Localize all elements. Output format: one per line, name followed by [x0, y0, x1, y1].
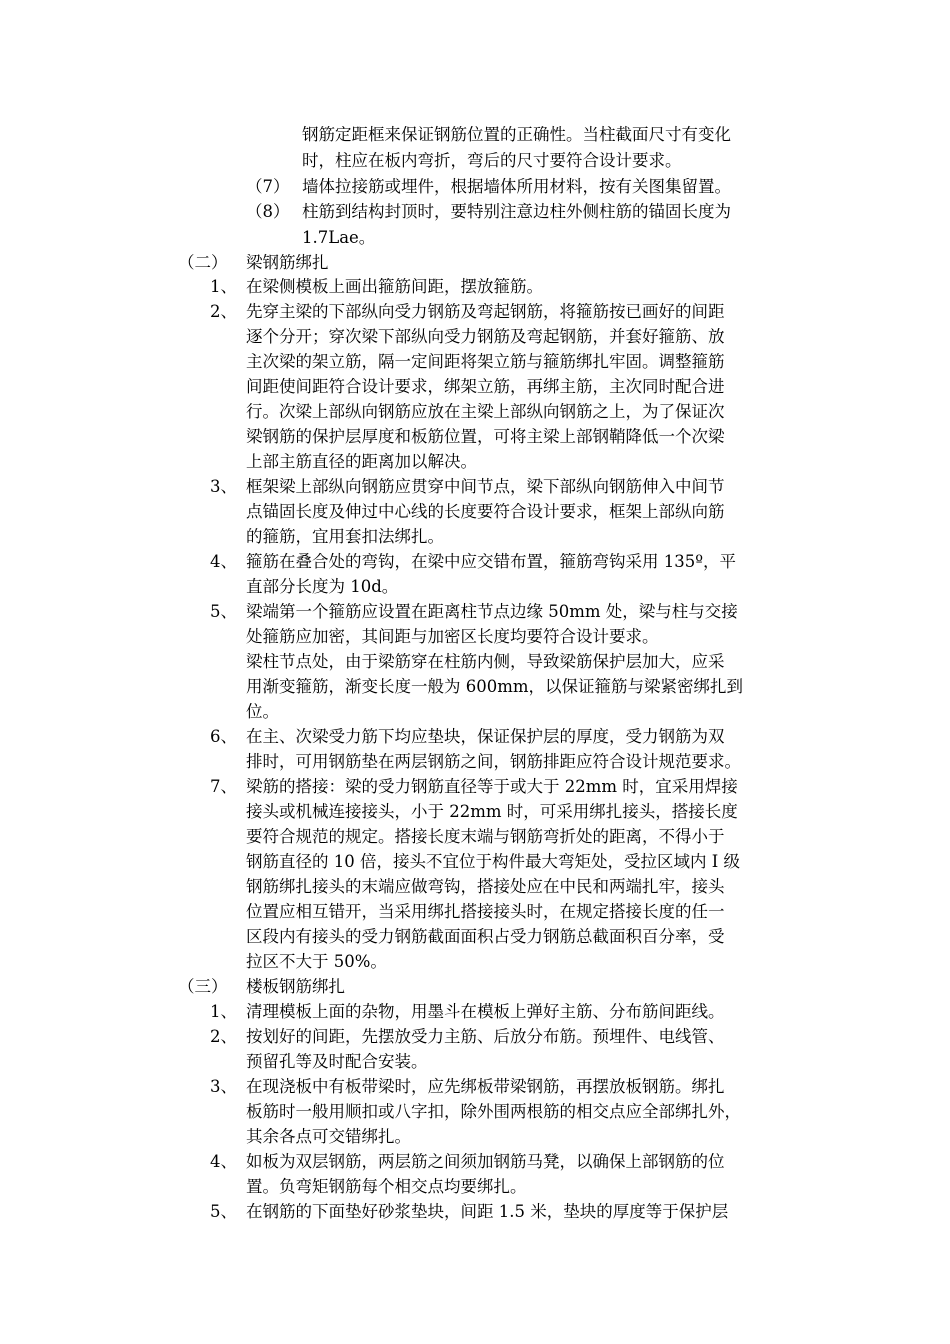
- paragraph-line: 要符合规范的规定。搭接长度末端与钢筋弯折处的距离，不得小于: [246, 827, 725, 846]
- paragraph-line: 上部主筋直径的距离加以解决。: [246, 452, 477, 471]
- item-number: 2、: [210, 302, 237, 321]
- item-number: 2、: [210, 1027, 237, 1046]
- paragraph-line: 如板为双层钢筋，两层筋之间须加钢筋马凳，以确保上部钢筋的位: [246, 1152, 725, 1171]
- paragraph-line: 墙体拉接筋或埋件，根据墙体所用材料，按有关图集留置。: [302, 177, 731, 196]
- paragraph-line: 点锚固长度及伸过中心线的长度要符合设计要求，框架上部纵向筋: [246, 502, 725, 521]
- item-number: （8）: [246, 202, 290, 221]
- item-number: 5、: [210, 1202, 237, 1221]
- paragraph-line: 排时，可用钢筋垫在两层钢筋之间，钢筋排距应符合设计规范要求。: [246, 752, 741, 771]
- section-number: （二）: [178, 253, 228, 272]
- item-number: 3、: [210, 1077, 237, 1096]
- item-number: 3、: [210, 477, 237, 496]
- paragraph-line: 间距使间距符合设计要求，绑架立筋，再绑主筋，主次同时配合进: [246, 377, 725, 396]
- item-number: 1、: [210, 1002, 237, 1021]
- paragraph-line: 用渐变箍筋，渐变长度一般为 600mm，以保证箍筋与梁紧密绑扎到: [246, 677, 744, 696]
- paragraph-line: 在梁侧模板上画出箍筋间距，摆放箍筋。: [246, 277, 543, 296]
- paragraph-line: 的箍筋，宜用套扣法绑扎。: [246, 527, 444, 546]
- paragraph-line: 接头或机械连接接头，小于 22mm 时，可采用绑扎接头，搭接长度: [246, 802, 738, 821]
- item-number: （7）: [246, 177, 290, 196]
- item-number: 4、: [210, 1152, 237, 1171]
- paragraph-line: 钢筋直径的 10 倍，接头不宜位于构件最大弯矩处，受拉区域内 I 级: [246, 852, 740, 871]
- paragraph-line: 梁钢筋的保护层厚度和板筋位置，可将主梁上部钢鞘降低一个次梁: [246, 427, 725, 446]
- item-number: 7、: [210, 777, 237, 796]
- paragraph-line: 梁筋的搭接：梁的受力钢筋直径等于或大于 22mm 时，宜采用焊接: [246, 777, 738, 796]
- section-title: 楼板钢筋绑扎: [246, 977, 345, 996]
- paragraph-line: 钢筋定距框来保证钢筋位置的正确性。当柱截面尺寸有变化: [302, 125, 731, 144]
- paragraph-line: 区段内有接头的受力钢筋截面面积占受力钢筋总截面积百分率，受: [246, 927, 725, 946]
- paragraph-line: 置。负弯矩钢筋每个相交点均要绑扎。: [246, 1177, 527, 1196]
- paragraph-line: 钢筋绑扎接头的末端应做弯钩，搭接处应在中民和两端扎牢，接头: [246, 877, 725, 896]
- paragraph-line: 位置应相互错开，当采用绑扎搭接接头时，在规定搭接长度的任一: [246, 902, 725, 921]
- paragraph-line: 1.7Lae。: [302, 228, 376, 247]
- paragraph-line: 主次梁的架立筋，隔一定间距将架立筋与箍筋绑扎牢固。调整箍筋: [246, 352, 725, 371]
- paragraph-line: 逐个分开；穿次梁下部纵向受力钢筋及弯起钢筋，并套好箍筋、放: [246, 327, 725, 346]
- section-number: （三）: [178, 977, 228, 996]
- paragraph-line: 行。次梁上部纵向钢筋应放在主梁上部纵向钢筋之上，为了保证次: [246, 402, 725, 421]
- item-number: 5、: [210, 602, 237, 621]
- paragraph-line: 预留孔等及时配合安装。: [246, 1052, 428, 1071]
- section-title: 梁钢筋绑扎: [246, 253, 329, 272]
- paragraph-line: 按划好的间距，先摆放受力主筋、后放分布筋。预埋件、电线管、: [246, 1027, 725, 1046]
- paragraph-line: 拉区不大于 50%。: [246, 952, 387, 971]
- item-number: 1、: [210, 277, 237, 296]
- paragraph-line: 框架梁上部纵向钢筋应贯穿中间节点，梁下部纵向钢筋伸入中间节: [246, 477, 725, 496]
- paragraph-line: 先穿主梁的下部纵向受力钢筋及弯起钢筋，将箍筋按已画好的间距: [246, 302, 725, 321]
- paragraph-line: 位。: [246, 702, 279, 721]
- paragraph-line: 箍筋在叠合处的弯钩，在梁中应交错布置，箍筋弯钩采用 135º，平: [246, 552, 736, 571]
- item-number: 6、: [210, 727, 237, 746]
- paragraph-line: 在钢筋的下面垫好砂浆垫块，间距 1.5 米，垫块的厚度等于保护层: [246, 1202, 729, 1221]
- paragraph-line: 处箍筋应加密，其间距与加密区长度均要符合设计要求。: [246, 627, 659, 646]
- paragraph-line: 其余各点可交错绑扎。: [246, 1127, 411, 1146]
- paragraph-line: 柱筋到结构封顶时，要特别注意边柱外侧柱筋的锚固长度为: [302, 202, 731, 221]
- paragraph-line: 直部分长度为 10d。: [246, 577, 399, 596]
- paragraph-line: 在现浇板中有板带梁时，应先绑板带梁钢筋，再摆放板钢筋。绑扎: [246, 1077, 725, 1096]
- item-number: 4、: [210, 552, 237, 571]
- paragraph-line: 清理模板上面的杂物，用墨斗在模板上弹好主筋、分布筋间距线。: [246, 1002, 725, 1021]
- paragraph-line: 在主、次梁受力筋下均应垫块，保证保护层的厚度，受力钢筋为双: [246, 727, 725, 746]
- paragraph-line: 梁柱节点处，由于梁筋穿在柱筋内侧，导致梁筋保护层加大，应采: [246, 652, 725, 671]
- paragraph-line: 时，柱应在板内弯折，弯后的尺寸要符合设计要求。: [302, 151, 682, 170]
- paragraph-line: 梁端第一个箍筋应设置在距离柱节点边缘 50mm 处，梁与柱与交接: [246, 602, 738, 621]
- paragraph-line: 板筋时一般用顺扣或八字扣，除外围两根筋的相交点应全部绑扎外，: [246, 1102, 741, 1121]
